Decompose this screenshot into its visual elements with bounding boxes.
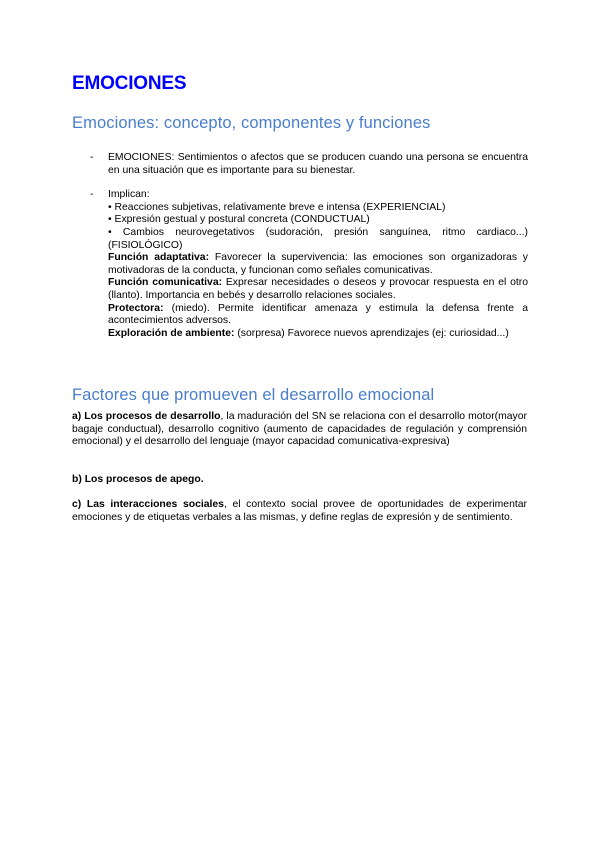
funcion-label: Función comunicativa:: [108, 277, 223, 289]
funcion-label: Protectora:: [108, 302, 164, 314]
funcion-protectora: [108, 303, 528, 328]
list-item-implican: [90, 189, 528, 340]
funcion-exploracion: [108, 328, 528, 341]
concepto-list: [90, 152, 528, 340]
bullet-fisiologico: • Cambios neurovegetativos (sudoración, presión sanguínea, ritmo cardiaco...) (FISIOLÓGICO): [108, 226, 528, 251]
funcion-comunicativa: [108, 277, 528, 302]
list-dash: -: [90, 189, 94, 201]
funcion-label: Exploración de ambiente:: [108, 327, 235, 339]
paragraph-label: b) Los procesos de apego.: [72, 474, 204, 485]
funcion-text: Favorecer la supervivencia: las emociones son organizadoras y motivadoras de la conducta, y funcionan como señales comunicativas.: [108, 252, 529, 276]
section-heading-factores: Factores que promueven el desarrollo emocional: [72, 386, 435, 404]
paragraph-text: , el contexto social provee de oportunidades de experimentar emociones y de etiquetas verbales a las mismas, y define reglas de expresión y de sentimiento.: [72, 499, 527, 523]
paragraph-label: c) Las interacciones sociales: [72, 499, 224, 510]
implican-intro: Implican:: [108, 189, 150, 201]
section-heading-concepto: Emociones: concepto, componentes y funciones: [72, 114, 431, 132]
document-title: EMOCIONES: [72, 73, 187, 94]
funcion-label: Función adaptativa:: [108, 252, 210, 264]
funcion-text: Expresar necesidades o deseos y provocar respuesta en el otro (llanto). Importancia en bebés y desarrollo relaciones sociales.: [108, 277, 528, 301]
bullet-conductual: • Expresión gestual y postural concreta (CONDUCTUAL): [108, 214, 370, 226]
definicion-text: EMOCIONES: Sentimientos o afectos que se producen cuando una persona se encuentra en una situación que es importante para su bienestar.: [108, 152, 528, 176]
list-dash: -: [90, 152, 94, 163]
list-item-definicion: [90, 152, 528, 177]
paragraph-text: , la maduración del SN se relaciona con el desarrollo motor(mayor bagaje conductual), desarrollo cognitivo (aumento de capacidades de regulación y comprensión emocional) y el desarrollo del lenguaje (mayor capacidad comunicativa-expresiva): [72, 411, 527, 448]
funcion-text: (miedo). Permite identificar amenaza y estimula la defensa frente a acontecimientos adversos.: [108, 302, 528, 327]
bullet-experiencial: • Reacciones subjetivas, relativamente breve e intensa (EXPERIENCIAL): [108, 201, 446, 213]
paragraph-label: a) Los procesos de desarrollo: [72, 411, 221, 422]
funcion-adaptativa: [108, 252, 528, 277]
paragraph-interacciones-sociales: [72, 499, 527, 524]
paragraph-procesos-desarrollo: [72, 411, 527, 449]
funcion-text: (sorpresa) Favorece nuevos aprendizajes (ej: curiosidad...): [234, 327, 509, 339]
paragraph-procesos-apego: [72, 474, 527, 487]
